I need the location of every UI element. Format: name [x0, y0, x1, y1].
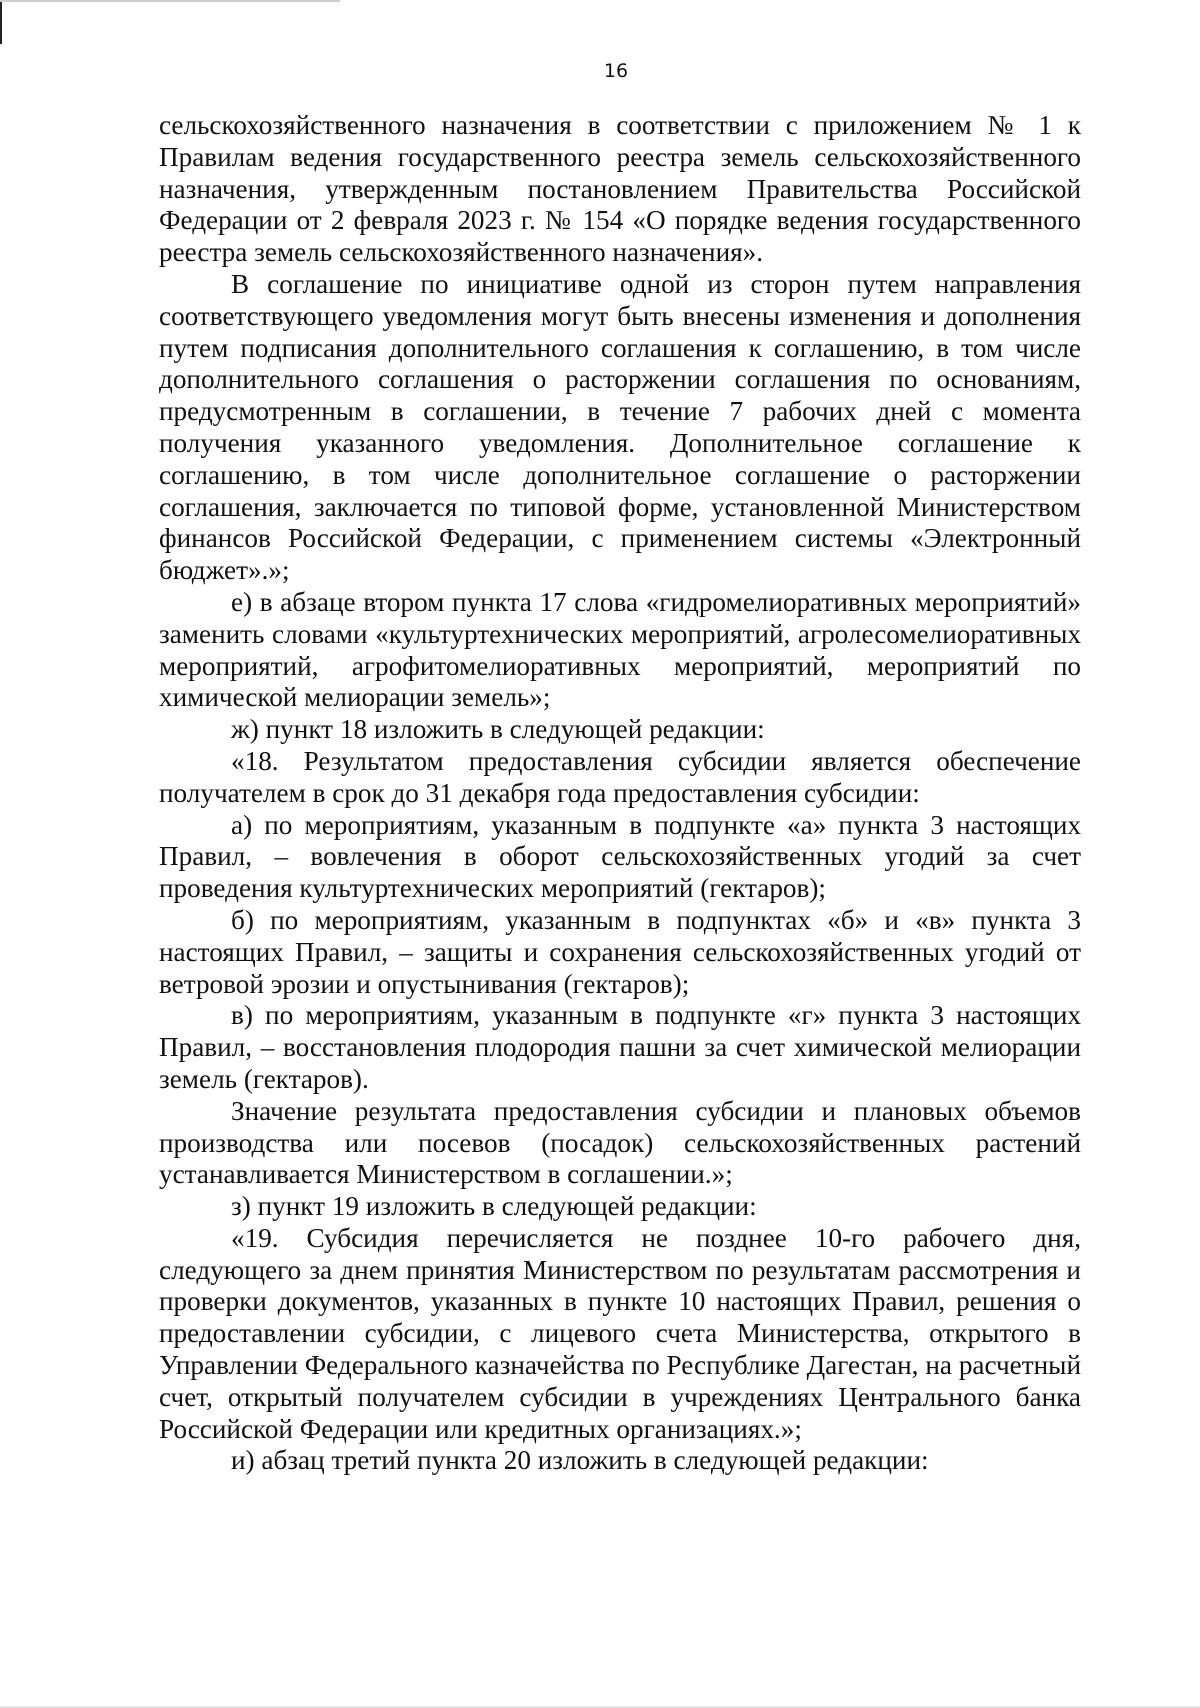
- paragraph-continuation: сельскохозяйственного назначения в соответствии с приложением № 1 к Правилам ведения государственного реестра земель сельскохозяйственного назначения, утвержденным постановлением Правительства Российской Федерации от 2 февраля 2023 г. № 154 «О порядке ведения государственного реестра земель сельскохозяйственного назначения».: [159, 110, 1081, 268]
- page-number: 16: [603, 60, 629, 82]
- paragraph-subitem-a: а) по мероприятиям, указанным в подпункте «а» пункта 3 настоящих Правил, – вовлечения в оборот сельскохозяйственных угодий за счет проведения культуртехнических мероприятий (гектаров);: [159, 809, 1081, 904]
- document-body: [159, 110, 1081, 1477]
- paragraph: В соглашение по инициативе одной из сторон путем направления соответствующего уведомления могут быть внесены изменения и дополнения путем подписания дополнительного соглашения к соглашению, в том числе дополнительного соглашения о расторжении соглашения по основаниям, предусмотренным в соглашении, в течение 7 рабочих дней с момента получения указанного уведомления. Дополнительное соглашение к соглашению, в том числе дополнительное соглашение о расторжении соглашения, заключается по типовой форме, установленной Министерством финансов Российской Федерации, с применением системы «Электронный бюджет».»;: [159, 268, 1081, 586]
- scan-edge-mark: [0, 0, 340, 2]
- paragraph-item-zh: ж) пункт 18 изложить в следующей редакции:: [231, 714, 765, 745]
- paragraph-item-e: е) в абзаце втором пункта 17 слова «гидромелиоративных мероприятий» заменить словами «культуртехнических мероприятий, агролесомелиоративных мероприятий, агрофитомелиоративных мероприятий, мероприятий по химической мелиорации земель»;: [159, 586, 1081, 713]
- paragraph-item-i: и) абзац третий пункта 20 изложить в следующей редакции:: [231, 1445, 929, 1476]
- scan-edge-mark: [0, 0, 2, 44]
- paragraph: Значение результата предоставления субсидии и плановых объемов производства или посевов (посадок) сельскохозяйственных растений устанавливается Министерством в соглашении.»;: [159, 1095, 1081, 1190]
- paragraph-subitem-b: б) по мероприятиям, указанным в подпунктах «б» и «в» пункта 3 настоящих Правил, – защиты и сохранения сельскохозяйственных угодий от ветровой эрозии и опустынивания (гектаров);: [159, 904, 1081, 999]
- paragraph-clause-18: «18. Результатом предоставления субсидии является обеспечение получателем в срок до 31 декабря года предоставления субсидии:: [159, 745, 1081, 808]
- paragraph-subitem-v: в) по мероприятиям, указанным в подпункте «г» пункта 3 настоящих Правил, – восстановления плодородия пашни за счет химической мелиорации земель (гектаров).: [159, 1000, 1081, 1094]
- paragraph-clause-19: «19. Субсидия перечисляется не позднее 10-го рабочего дня, следующего за днем принятия Министерством по результатам рассмотрения и проверки документов, указанных в пункте 10 настоящих Правил, решения о предоставлении субсидии, с лицевого счета Министерства, открытого в Управлении Федерального казначейства по Республике Дагестан, на расчетный счет, открытый получателем субсидии в учреждениях Центрального банка Российской Федерации или кредитных организациях.»;: [159, 1222, 1081, 1444]
- paragraph-item-z: з) пункт 19 изложить в следующей редакции:: [231, 1191, 757, 1222]
